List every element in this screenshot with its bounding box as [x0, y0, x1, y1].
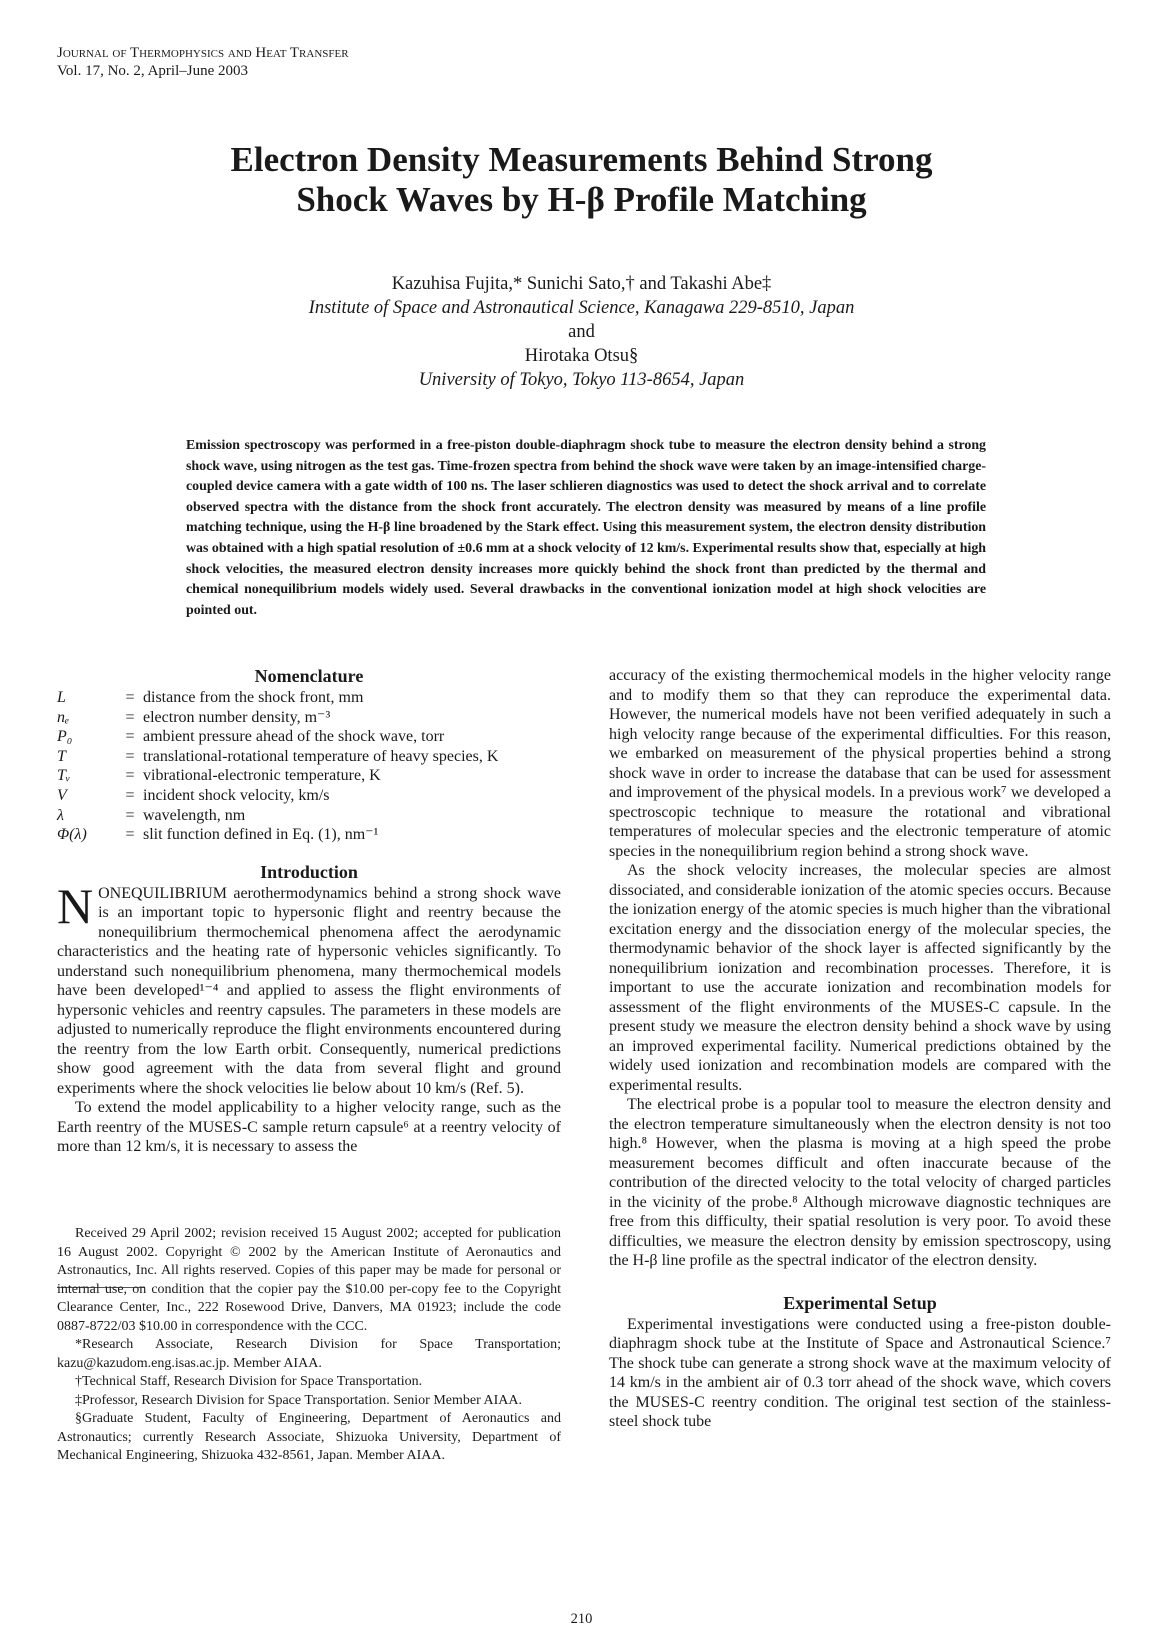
nomenclature-row	[57, 727, 498, 747]
nomenclature-definition: slit function defined in Eq. (1), nm⁻¹	[143, 826, 379, 844]
left-column	[57, 664, 561, 1157]
nomenclature-symbol: Tᵥ	[57, 767, 71, 785]
nomenclature-definition: incident shock velocity, km/s	[143, 786, 330, 804]
nomenclature-symbol: nₑ	[57, 708, 70, 726]
nomenclature-equals: =	[125, 708, 135, 726]
nomenclature-symbol: Φ(λ)	[57, 826, 87, 844]
intro-paragraph-1-text: ONEQUILIBRIUM aerothermodynamics behind a strong shock wave is an important topic to hypersonic flight and reentry because the nonequilibrium thermochemical phenomena affect the aerodynamic characteristics and the heating rate of hypersonic vehicles significantly. To understand such nonequilibrium phenomena, many thermochemical models have been developed¹⁻⁴ and applied to assess the flight environments of hypersonic vehicles and reentry capsules. The parameters in these models are adjusted to numerically reproduce the flight environments encountered during the reentry from the low Earth orbit. Consequently, numerical predictions show good agreement with the data from several flight and ground experiments where the shock velocities lie below about 10 km/s (Ref. 5).	[57, 884, 561, 1097]
nomenclature-definition: distance from the shock front, mm	[143, 689, 364, 706]
authors-and: and	[568, 322, 595, 342]
nomenclature-symbol: λ	[57, 806, 64, 824]
page-number: 210	[570, 1611, 593, 1627]
title-line-1: Electron Density Measurements Behind Strong	[230, 140, 933, 179]
nomenclature-definition: ambient pressure ahead of the shock wave, torr	[143, 728, 445, 746]
nomenclature-definition: translational-rotational temperature of heavy species, K	[143, 747, 499, 765]
nomenclature-definition: electron number density, m⁻³	[143, 708, 331, 726]
nomenclature-equals: =	[125, 747, 135, 765]
drop-cap: N	[57, 877, 94, 934]
journal-name: Journal of Thermophysics and Heat Transfer	[57, 45, 349, 61]
nomenclature-definition: wavelength, nm	[143, 806, 246, 824]
nomenclature-row	[57, 786, 498, 806]
introduction-heading: Introduction	[260, 861, 358, 882]
nomenclature-row	[57, 747, 498, 767]
nomenclature-definition: vibrational-electronic temperature, K	[143, 767, 381, 785]
footnotes	[57, 1225, 561, 1466]
footnote-dagger: †Technical Staff, Research Division for Space Transportation.	[75, 1374, 423, 1389]
intro-paragraph-1	[57, 877, 561, 1099]
nomenclature-row	[57, 688, 498, 708]
nomenclature-table	[57, 688, 498, 845]
nomenclature-row	[57, 766, 498, 786]
nomenclature-symbol: P₀	[57, 728, 73, 746]
authors-group-1: Kazuhisa Fujita,* Sunichi Sato,† and Takashi Abe‡	[391, 274, 772, 294]
right-paragraph-3: The electrical probe is a popular tool to measure the electron density and the electron temperature simultaneously when the electron density is not too high.⁸ However, when the plasma is moving at a high speed the probe measurement becomes difficult and often inaccurate because of the contribution of the directed velocity to the total velocity of charged particles in the vicinity of the probe.⁸ Although microwave diagnostic techniques are free from this difficulty, their spatial resolution is very poor. To avoid these difficulties, we measure the electron density by emission spectroscopy, using the H-β line profile as the spectral indicator of the electron density.	[609, 1096, 1111, 1269]
right-paragraph-2: As the shock velocity increases, the molecular species are almost dissociated, and considerable ionization of the atomic species occurs. Because the ionization energy of the atomic species is much higher than the vibrational excitation energy and the dissociation energy of the molecular species, the thermodynamic behavior of the shock layer is affected significantly by the nonequilibrium ionization and recombination processes. Therefore, it is important to use the accurate ionization and recombination models for assessment of the flight environments of the MUSES-C capsule. In the present study we measure the electron density behind a shock wave by using an improved experimental facility. Numerical predictions obtained by the widely used ionization and recombination models are compared with the experimental results.	[609, 862, 1111, 1094]
journal-volume: Vol. 17, No. 2, April–June 2003	[57, 63, 248, 79]
experimental-setup-heading: Experimental Setup	[783, 1292, 937, 1313]
nomenclature-equals: =	[125, 728, 135, 746]
nomenclature-equals: =	[125, 786, 135, 804]
right-paragraph-4: Experimental investigations were conducted using a free-piston double-diaphragm shock tube at the Institute of Space and Astronautical Science.⁷ The shock tube can generate a strong shock wave at the maximum velocity of 14 km/s in the ambient air of 0.3 torr ahead of the shock wave, which covers the MUSES-C reentry condition. The original test section of the stainless-steel shock tube	[609, 1315, 1111, 1430]
nomenclature-row	[57, 708, 498, 728]
affiliation-1: Institute of Space and Astronautical Science, Kanagawa 229-8510, Japan	[308, 298, 855, 318]
right-paragraph-1: accuracy of the existing thermochemical models in the higher velocity range and to modify them so that they can reproduce the experimental data. However, the numerical models have not been verified adequately in such a high velocity range because of the experimental difficulties. For this reason, we embarked on measurement of the physical properties behind a strong shock wave in order to increase the database that can be used for assessment and improvement of the physical models. In a previous work⁷ we developed a spectroscopic technique to measure the rotational and vibrational temperatures of molecular species and the electronic temperature of atomic species in the nonequilibrium region behind a strong shock wave.	[609, 667, 1111, 860]
paper-title	[0, 140, 1163, 220]
nomenclature-symbol: V	[57, 786, 67, 804]
nomenclature-row	[57, 806, 498, 826]
footnote-received: Received 29 April 2002; revision received 15 August 2002; accepted for publication 16 August 2002. Copyright © 2002 by the American Institute of Aeronautics and Astronautics, Inc. All rights reserved. Copies of this paper may be made for personal or internal use, on condition that the copier pay the $10.00 per-copy fee to the Copyright Clearance Center, Inc., 222 Rosewood Drive, Danvers, MA 01923; include the code 0887-8722/03 $10.00 in correspondence with the CCC.	[57, 1226, 561, 1334]
right-column	[609, 666, 1111, 1432]
affiliation-2: University of Tokyo, Tokyo 113-8654, Japan	[418, 370, 745, 390]
nomenclature-symbol: L	[57, 689, 66, 706]
footnote-section: §Graduate Student, Faculty of Engineering, Department of Aeronautics and Astronautics; currently Research Associate, Shizuoka University, Department of Mechanical Engineering, Shizuoka 432-8561, Japan. Member AIAA.	[57, 1411, 561, 1463]
authors-group-2: Hirotaka Otsu§	[524, 346, 639, 366]
nomenclature-equals: =	[125, 689, 135, 706]
title-line-2: Shock Waves by H-β Profile Matching	[296, 180, 867, 219]
abstract: Emission spectroscopy was performed in a free-piston double-diaphragm shock tube to measure the electron density behind a strong shock wave, using nitrogen as the test gas. Time-frozen spectra from behind the shock wave were taken by an image-intensified charge-coupled device camera with a gate width of 100 ns. The laser schlieren diagnostics was used to detect the shock arrival and to correlate observed spectra with the distance from the shock front accurately. The electron density was measured by means of a line profile matching technique, using the H-β line broadened by the Stark effect. Using this measurement system, the electron density distribution was obtained with a high spatial resolution of ±0.6 mm at a shock velocity of 12 km/s. Experimental results show that, especially at high shock velocities, the measured electron density increases more quickly behind the shock front than predicted by the thermal and chemical nonequilibrium models widely used. Several drawbacks in the conventional ionization model at high shock velocities are pointed out.	[186, 438, 986, 618]
nomenclature-equals: =	[125, 826, 135, 844]
nomenclature-row	[57, 825, 498, 845]
journal-header	[57, 44, 349, 80]
nomenclature-symbol: T	[57, 747, 66, 765]
intro-paragraph-2: To extend the model applicability to a higher velocity range, such as the Earth reentry of the MUSES-C sample return capsule⁶ at a reentry velocity of more than 12 km/s, it is necessary to assess the	[57, 1099, 561, 1156]
nomenclature-heading: Nomenclature	[254, 666, 364, 686]
author-block	[0, 272, 1163, 392]
nomenclature-equals: =	[125, 767, 135, 785]
footnote-ddagger: ‡Professor, Research Division for Space Transportation. Senior Member AIAA.	[75, 1392, 522, 1408]
nomenclature-equals: =	[125, 806, 135, 824]
footnote-star: *Research Associate, Research Division for Space Transportation; kazu@kazudom.eng.isas.ac.jp. Member AIAA.	[57, 1337, 561, 1371]
